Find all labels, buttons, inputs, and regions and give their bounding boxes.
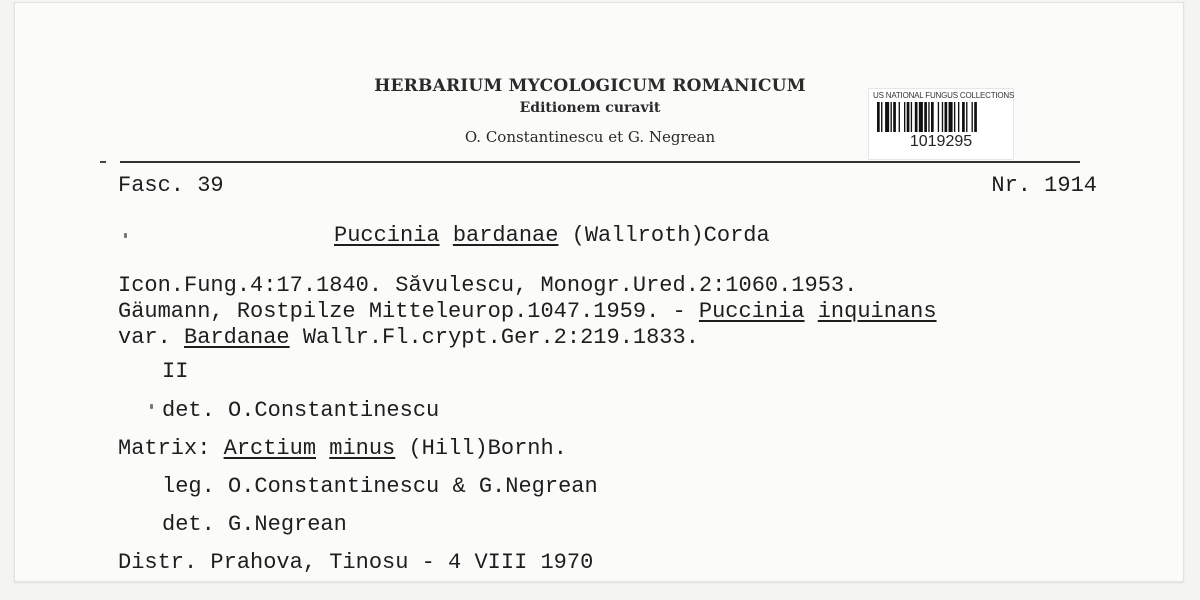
citation-line-2-text: Gäumann, Rostpilze Mitteleurop.1047.1959. - <box>118 299 699 324</box>
species-epithet: bardanae <box>452 223 559 248</box>
barcode-bar <box>893 102 896 132</box>
barcode-bar <box>972 102 973 132</box>
barcode-bar <box>931 102 934 132</box>
barcode-bar <box>885 102 889 132</box>
barcode-bar <box>915 102 918 132</box>
barcode-bar <box>899 102 900 132</box>
herbarium-editors: O. Constantinescu et G. Negrean <box>464 128 716 146</box>
barcode-bar <box>962 102 965 132</box>
species-genus: Puccinia <box>334 223 440 248</box>
rule-tick-mark <box>100 161 106 163</box>
distribution-line: Distr. Prahova, Tinosu - 4 VIII 1970 <box>118 550 594 575</box>
barcode-sticker <box>868 88 1014 160</box>
header-divider <box>120 161 1080 163</box>
determiner-first: det. O.Constantinescu <box>162 398 440 423</box>
citation-line-1: Icon.Fung.4:17.1840. Săvulescu, Monogr.Ured.2:1060.1953. <box>118 273 858 298</box>
variety-label: var. <box>118 325 185 350</box>
barcode-bar <box>966 102 967 132</box>
barcode-bar <box>907 102 910 132</box>
barcode-icon <box>877 102 1005 132</box>
ink-speck <box>150 404 153 409</box>
barcode-bar <box>924 102 927 132</box>
collector-line: leg. O.Constantinescu & G.Negrean <box>162 474 598 499</box>
barcode-bar <box>877 102 880 132</box>
herbarium-title: HERBARIUM MYCOLOGICUM ROMANICUM <box>374 76 806 96</box>
barcode-bar <box>904 102 905 132</box>
exsiccata-number: Nr. 1914 <box>991 173 1097 198</box>
barcode-bar <box>891 102 892 132</box>
barcode-bar <box>919 102 923 132</box>
synonym-genus: Puccinia <box>698 299 805 324</box>
citation-line-2 <box>118 300 937 324</box>
barcode-caption: US NATIONAL FUNGUS COLLECTIONS <box>873 91 1015 100</box>
citation-line-3-text: Wallr.Fl.crypt.Ger.2:219.1833. <box>289 325 699 350</box>
herbarium-subtitle: Editionem curavit <box>519 100 661 116</box>
barcode-bar <box>945 102 948 132</box>
barcode-bar <box>938 102 939 132</box>
variety-name: Bardanae <box>184 325 290 350</box>
fascicle-number: Fasc. 39 <box>118 173 224 198</box>
barcode-bar <box>974 102 977 132</box>
citation-line-3 <box>118 326 699 350</box>
barcode-bar <box>949 102 953 132</box>
host-author: (Hill)Bornh. <box>395 436 567 461</box>
ink-speck <box>124 233 127 238</box>
determiner-second: det. G.Negrean <box>162 512 347 537</box>
barcode-bar <box>928 102 929 132</box>
host-matrix <box>118 437 567 461</box>
barcode-bar <box>911 102 912 132</box>
species-author: (Wallroth)Corda <box>571 223 770 248</box>
barcode-bar <box>954 102 955 132</box>
barcode-bar <box>942 102 943 132</box>
barcode-number: 1019295 <box>909 133 973 150</box>
spore-stage: II <box>162 359 189 384</box>
synonym-epithet: inquinans <box>817 299 937 324</box>
host-epithet: minus <box>329 436 396 461</box>
barcode-bar <box>958 102 959 132</box>
host-genus: Arctium <box>223 436 317 461</box>
matrix-label: Matrix: <box>118 436 224 461</box>
species-name <box>334 224 770 248</box>
barcode-bar <box>881 102 882 132</box>
